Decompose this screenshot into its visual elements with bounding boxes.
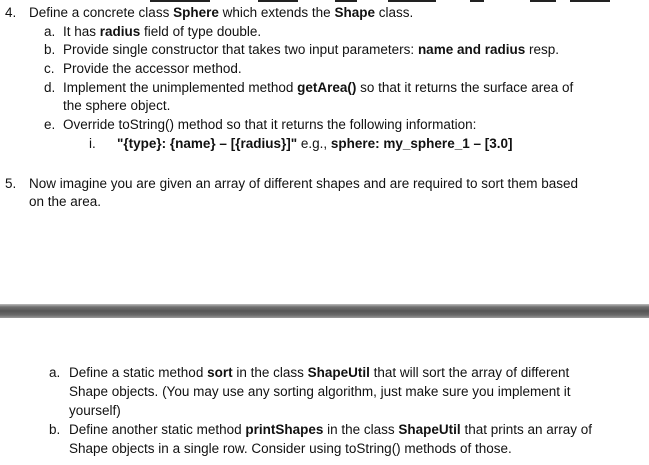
- item-b-text: Provide single constructor that takes two input parameters: name and radius resp.: [63, 42, 559, 57]
- clipped-previous-text: [0, 0, 649, 4]
- item-letter: b.: [49, 422, 61, 437]
- item-letter: b.: [44, 42, 56, 57]
- question-text: Define a concrete class Sphere which extends the Shape class.: [29, 5, 414, 20]
- subitem-i-text: "{type}: {name} – [{radius}]" e.g., sphere: my_sphere_1 – [3.0]: [117, 136, 513, 151]
- question-text: Now imagine you are given an array of different shapes and are required to sort them based: [29, 176, 579, 191]
- subitem-numeral: i.: [89, 136, 96, 151]
- question-number: 4.: [5, 5, 17, 20]
- item-c-text: Provide the accessor method.: [63, 61, 242, 76]
- item-b-text: Define another static method printShapes in the class ShapeUtil that prints an array of: [69, 422, 593, 437]
- page-break-bar: [0, 304, 649, 318]
- item-a-text: Define a static method sort in the class ShapeUtil that will sort the array of different: [69, 365, 570, 380]
- item-d-text-line2: the sphere object.: [63, 98, 171, 113]
- item-letter: e.: [44, 117, 56, 132]
- item-a-text-line2: Shape objects. (You may use any sorting algorithm, just make sure you implement it: [69, 384, 571, 399]
- question-number: 5.: [5, 176, 17, 191]
- item-a-text-line3: yourself): [69, 403, 121, 418]
- item-letter: a.: [49, 365, 61, 380]
- item-letter: d.: [44, 80, 56, 95]
- item-e-text: Override toString() method so that it returns the following information:: [63, 117, 477, 132]
- item-letter: a.: [44, 24, 56, 39]
- item-letter: c.: [44, 61, 55, 76]
- item-a-text: It has radius field of type double.: [63, 24, 262, 39]
- item-d-text: Implement the unimplemented method getArea() so that it returns the surface area of: [63, 80, 574, 95]
- item-b-text-line2: Shape objects in a single row. Consider using toString() methods of those.: [69, 441, 512, 456]
- question-text-line2: on the area.: [29, 194, 102, 209]
